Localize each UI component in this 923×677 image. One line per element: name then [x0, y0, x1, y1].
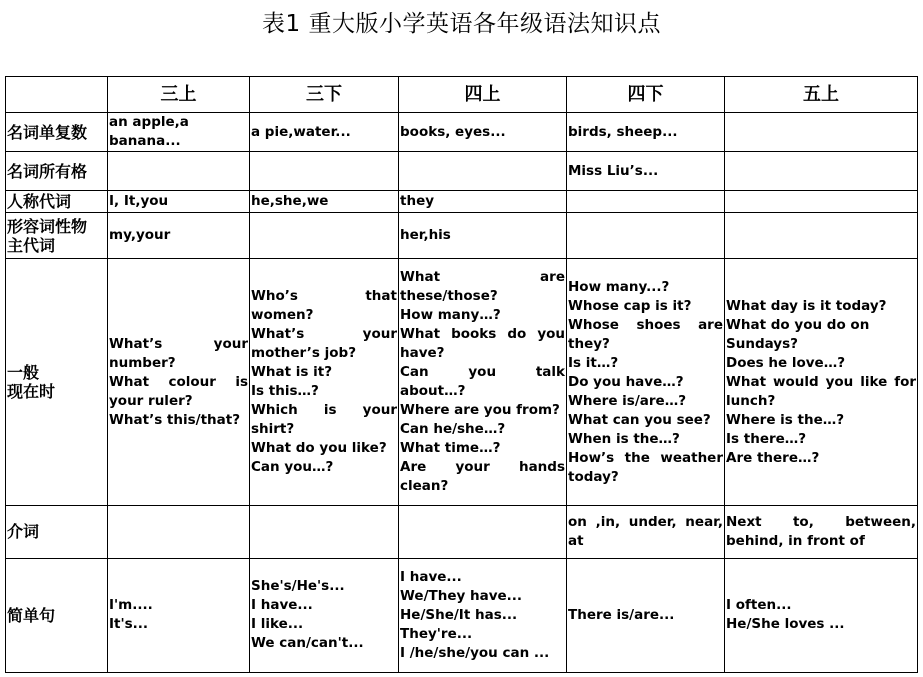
- table-cell: [567, 558, 725, 672]
- cell-line: Are there…?: [726, 449, 820, 466]
- table-cell: [108, 506, 250, 558]
- cell-line: behind, in front of: [726, 532, 865, 549]
- cell-line: How many...?: [568, 278, 670, 295]
- table-row: [6, 191, 918, 213]
- table-cell: [250, 191, 399, 213]
- cell-line: about…?: [400, 383, 466, 400]
- cell-line: I have...: [251, 597, 313, 614]
- table-cell: [567, 113, 725, 152]
- cell-line: I often...: [726, 597, 792, 614]
- cell-line: Is it…?: [568, 354, 619, 371]
- table-cell: [250, 558, 399, 672]
- column-header: 三上: [108, 77, 250, 113]
- table-cell: [567, 191, 725, 213]
- cell-line: They're...: [400, 625, 473, 642]
- cell-line: When is the…?: [568, 430, 680, 447]
- cell-line: I have...: [400, 568, 462, 585]
- table-cell: [399, 191, 567, 213]
- table-cell: [399, 152, 567, 191]
- cell-line: Does he love…?: [726, 354, 846, 371]
- table-cell: [250, 213, 399, 259]
- cell-line: your ruler?: [109, 392, 193, 409]
- table-cell: [567, 213, 725, 259]
- cell-line: he,she,we: [251, 193, 329, 210]
- cell-line: lunch?: [726, 392, 776, 409]
- cell-line: clean?: [400, 478, 449, 495]
- row-header: [6, 213, 108, 259]
- cell-line: What’s your: [251, 326, 397, 343]
- table-cell: [725, 558, 918, 672]
- table-row: [6, 113, 918, 152]
- row-header: 名词所有格: [6, 152, 108, 191]
- cell-line: Whose shoes are: [568, 316, 723, 333]
- table-row: [6, 558, 918, 672]
- header-row: [6, 77, 918, 113]
- table-cell: [567, 259, 725, 506]
- cell-line: at: [568, 532, 584, 549]
- corner-cell: [6, 77, 108, 113]
- cell-line: What day is it today?: [726, 297, 887, 314]
- cell-line: How’s the weather: [568, 449, 723, 466]
- cell-line: Next to, between,: [726, 513, 916, 530]
- cell-line: Which is your: [251, 402, 397, 419]
- row-header-line: 主代词: [7, 235, 56, 255]
- cell-line: He/She loves ...: [726, 616, 845, 633]
- cell-line: birds, sheep...: [568, 123, 678, 140]
- cell-line: What colour is: [109, 373, 248, 390]
- cell-line: my,your: [109, 227, 171, 244]
- cell-line: She's/He's...: [251, 578, 345, 595]
- cell-line: He/She/It has...: [400, 606, 518, 623]
- cell-line: these/those?: [400, 288, 498, 305]
- table-cell: [399, 113, 567, 152]
- cell-line: What’s your: [109, 335, 248, 352]
- table-row: [6, 506, 918, 558]
- table-cell: [108, 213, 250, 259]
- cell-line: have?: [400, 345, 445, 362]
- column-header: 五上: [725, 77, 918, 113]
- table-row: [6, 213, 918, 259]
- cell-line: What books do you: [400, 326, 565, 343]
- table-cell: [399, 506, 567, 558]
- cell-line: We can/can't...: [251, 635, 364, 652]
- cell-line: What do you like?: [251, 440, 387, 457]
- cell-line: Can you talk: [400, 364, 565, 381]
- table-cell: [725, 113, 918, 152]
- cell-line: How many…?: [400, 307, 501, 324]
- cell-line: mother’s job?: [251, 345, 357, 362]
- cell-line: Where is/are…?: [568, 392, 687, 409]
- row-header: 介词: [6, 506, 108, 558]
- cell-line: What do you do on: [726, 316, 870, 333]
- table-cell: [108, 558, 250, 672]
- cell-line: What is it?: [251, 364, 333, 381]
- table-cell: [725, 506, 918, 558]
- cell-line: Where is the…?: [726, 411, 845, 428]
- cell-line: number?: [109, 354, 176, 371]
- cell-line: Is there…?: [726, 430, 807, 447]
- column-header: 四下: [567, 77, 725, 113]
- cell-line: I like...: [251, 616, 304, 633]
- row-header: 人称代词: [6, 191, 108, 213]
- cell-line: her,his: [400, 227, 451, 244]
- cell-line: Is this…?: [251, 383, 319, 400]
- cell-line: an apple,a: [109, 114, 189, 131]
- table-cell: [108, 191, 250, 213]
- row-header: 简单句: [6, 558, 108, 672]
- cell-line: today?: [568, 468, 619, 485]
- cell-line: What would you like for: [726, 373, 916, 390]
- table-cell: [108, 152, 250, 191]
- cell-line: Who’s that: [251, 288, 397, 305]
- table-cell: [250, 506, 399, 558]
- table-cell: [399, 259, 567, 506]
- table-cell: [250, 113, 399, 152]
- cell-line: women?: [251, 307, 314, 324]
- cell-line: Sundays?: [726, 335, 798, 352]
- cell-line: a pie,water...: [251, 123, 351, 140]
- cell-line: I /he/she/you can ...: [400, 644, 550, 661]
- table-cell: [250, 259, 399, 506]
- cell-line: they?: [568, 335, 610, 352]
- table-row: [6, 259, 918, 506]
- cell-line: I'm....: [109, 597, 153, 614]
- table-cell: [108, 113, 250, 152]
- cell-line: on ,in, under, near,: [568, 513, 723, 530]
- cell-line: Do you have…?: [568, 373, 684, 390]
- page-title: 表1 重大版小学英语各年级语法知识点: [262, 11, 661, 37]
- table-row: [6, 152, 918, 191]
- column-header: 四上: [399, 77, 567, 113]
- table-cell: [399, 558, 567, 672]
- cell-line: What time…?: [400, 440, 501, 457]
- row-header: 名词单复数: [6, 113, 108, 152]
- cell-line: Miss Liu’s...: [568, 162, 659, 179]
- cell-line: Where are you from?: [400, 402, 560, 419]
- cell-line: Whose cap is it?: [568, 297, 692, 314]
- row-header: [6, 259, 108, 506]
- table-cell: [725, 191, 918, 213]
- grammar-table: [5, 76, 918, 673]
- cell-line: What are: [400, 269, 565, 286]
- cell-line: There is/are...: [568, 606, 675, 623]
- table-cell: [725, 152, 918, 191]
- row-header-line: 现在时: [7, 382, 56, 402]
- cell-line: banana...: [109, 133, 181, 150]
- cell-line: I, It,you: [109, 193, 169, 210]
- table-cell: [567, 152, 725, 191]
- cell-line: shirt?: [251, 421, 295, 438]
- cell-line: It's...: [109, 616, 149, 633]
- cell-line: books, eyes...: [400, 123, 506, 140]
- table-cell: [725, 213, 918, 259]
- cell-line: they: [400, 193, 435, 210]
- cell-line: Are your hands: [400, 459, 565, 476]
- cell-line: What’s this/that?: [109, 411, 241, 428]
- table-cell: [567, 506, 725, 558]
- column-header: 三下: [250, 77, 399, 113]
- cell-line: Can he/she…?: [400, 421, 506, 438]
- row-header-line: 形容词性物: [7, 216, 88, 236]
- table-cell: [250, 152, 399, 191]
- table-cell: [399, 213, 567, 259]
- cell-line: What can you see?: [568, 411, 711, 428]
- cell-line: Can you…?: [251, 459, 334, 476]
- table-cell: [108, 259, 250, 506]
- row-header-line: 一般: [7, 363, 40, 383]
- table-cell: [725, 259, 918, 506]
- cell-line: We/They have...: [400, 587, 523, 604]
